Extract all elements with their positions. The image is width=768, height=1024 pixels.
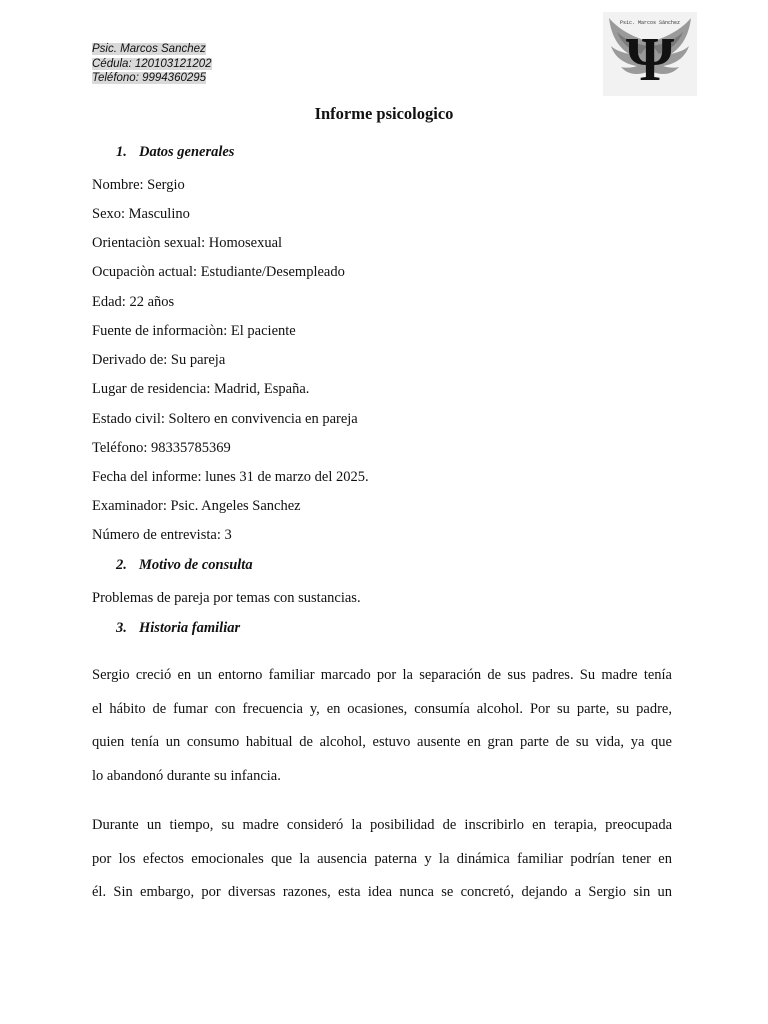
header-cedula-line: Cédula: 120103121202 [92, 57, 212, 70]
report-title: Informe psicologico [314, 104, 454, 123]
field-fecha: Fecha del informe: lunes 31 de marzo del 2025. [92, 469, 369, 485]
field-orientacion: Orientaciòn sexual: Homosexual [92, 235, 283, 251]
field-fuente: Fuente de informaciòn: El paciente [92, 323, 296, 339]
psi-symbol-icon: Ψ [625, 26, 675, 94]
historia-paragraph-2: Durante un tiempo, su madre consideró la posibilidad de inscribirlo en terapia, preocupada por los efectos emocionales que la ausencia paterna y la dinámica familiar podrían tener en él. Sin embargo, por diversas razones, esta idea nunca se concretó, dejando a Sergio sin un [92, 817, 672, 900]
psi-logo [603, 12, 697, 96]
professional-header [92, 42, 212, 86]
motivo-text: Problemas de pareja por temas con sustancias. [92, 590, 361, 606]
section-heading-motivo: 2. Motivo de consulta [116, 557, 253, 573]
field-residencia: Lugar de residencia: Madrid, España. [92, 381, 310, 397]
field-entrevista: Número de entrevista: 3 [92, 527, 232, 543]
field-estado-civil: Estado civil: Soltero en convivencia en pareja [92, 411, 358, 427]
field-nombre: Nombre: Sergio [92, 177, 185, 193]
field-ocupacion: Ocupaciòn actual: Estudiante/Desempleado [92, 264, 345, 280]
field-derivado: Derivado de: Su pareja [92, 352, 226, 368]
field-sexo: Sexo: Masculino [92, 206, 190, 222]
logo-caption: Psic. Marcos Sánchez [619, 20, 681, 26]
section-heading-datos-generales: 1. Datos generales [116, 144, 235, 160]
field-telefono: Teléfono: 98335785369 [92, 440, 231, 456]
header-name-line: Psic. Marcos Sanchez [92, 43, 206, 55]
field-edad: Edad: 22 años [92, 294, 175, 310]
section-heading-historia: 3. Historia familiar [116, 620, 241, 636]
historia-paragraph-1: Sergio creció en un entorno familiar marcado por la separación de sus padres. Su madre tenía el hábito de fumar con frecuencia y, en ocasiones, consumía alcohol. Por su parte, su padre, quien tenía un consumo habitual de alcohol, estuvo ausente en gran parte de su vida, ya que lo abandonó durante su infancia. [92, 667, 672, 784]
header-phone-line: Teléfono: 9994360295 [92, 72, 207, 84]
field-examinador: Examinador: Psic. Angeles Sanchez [92, 498, 301, 514]
